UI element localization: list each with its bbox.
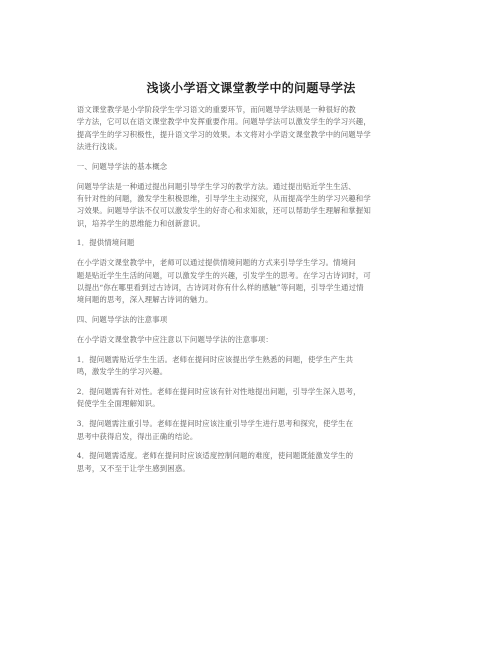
paragraph-section-4-heading — [62, 314, 444, 326]
paragraph-section-1-body — [62, 181, 444, 230]
text-line: 习效果。问题导学法不仅可以激发学生的好奇心和求知欲，还可以帮助学生理解和掌握知 — [76, 206, 371, 216]
paragraph-section-1-1-body — [62, 257, 444, 306]
paragraph-section-4-intro — [62, 334, 444, 346]
text-line: 境问题的思考，深入理解古诗词的魅力。 — [76, 295, 213, 305]
text-line: 1．提问题需贴近学生生活。老师在提问时应该提出学生熟悉的问题，使学生产生共 — [76, 354, 354, 364]
paragraph-section-1-1-heading — [62, 237, 444, 249]
text-line: 在小学语文课堂教学中，老师可以通过提供情境问题的方式来引导学生学习。情境问 — [76, 258, 356, 268]
paragraph-section-1-heading — [62, 161, 444, 173]
paragraph-note-3 — [62, 418, 444, 443]
text-line: 在小学语文课堂教学中应注意以下问题导学法的注意事项： — [76, 335, 273, 345]
text-line: 提高学生的学习积极性，提升语文学习的效果。本文将对小学语文课堂教学中的问题导学 — [76, 129, 371, 139]
text-line: 鸣，激发学生的学习兴趣。 — [76, 367, 168, 377]
paragraph-intro — [62, 104, 444, 153]
text-line: 法进行浅谈。 — [76, 141, 123, 151]
text-line: 2．提问题需有针对性。老师在提问时应该有针对性地提出问题，引导学生深入思考， — [76, 387, 361, 397]
text-line: 思考中获得启发，得出正确的结论。 — [76, 431, 198, 441]
text-line: 语文课堂教学是小学阶段学生学习语文的重要环节，而问题导学法则是一种很好的教 — [76, 105, 356, 114]
document-body — [62, 104, 444, 483]
text-line: 问题导学法是一种通过提出问题引导学生学习的教学方法。通过提出贴近学生生活、 — [76, 181, 356, 191]
text-line: 思考，又不至于让学生感到困惑。 — [76, 463, 190, 473]
text-line: 有针对性的问题，激发学生积极思维，引导学生主动探究，从而提高学生的学习兴趣和学 — [76, 193, 371, 203]
paragraph-note-1 — [62, 354, 444, 379]
text-line: 1．提供情境问题 — [76, 238, 135, 248]
paragraph-note-4 — [62, 450, 444, 475]
text-line: 3．提问题需注重引导。老师在提问时应该注重引导学生进行思考和探究，使学生在 — [76, 419, 354, 429]
text-line: 识，培养学生的思维能力和创新意识。 — [76, 218, 205, 228]
text-line: 四、问题导学法的注意事项 — [76, 315, 168, 325]
text-line: 学方法，它可以在语文课堂教学中发挥重要作用。问题导学法可以激发学生的学习兴趣， — [76, 117, 371, 127]
document-title: 浅谈小学语文课堂教学中的问题导学法 — [146, 81, 356, 95]
text-line: 4．提问题需适度。老师在提问时应该适度控制问题的难度，使问题既能激发学生的 — [76, 451, 354, 461]
text-line: 以提出“你在哪里看到过古诗词，古诗词对你有什么样的感触”等问题，引导学生通过情 — [76, 282, 364, 292]
text-line: 一、问题导学法的基本概念 — [76, 161, 168, 171]
paragraph-note-2 — [62, 386, 444, 411]
text-line: 题是贴近学生生活的问题，可以激发学生的兴趣，引发学生的思考。在学习古诗词时，可 — [76, 270, 371, 280]
text-line: 促使学生全面理解知识。 — [76, 399, 160, 409]
